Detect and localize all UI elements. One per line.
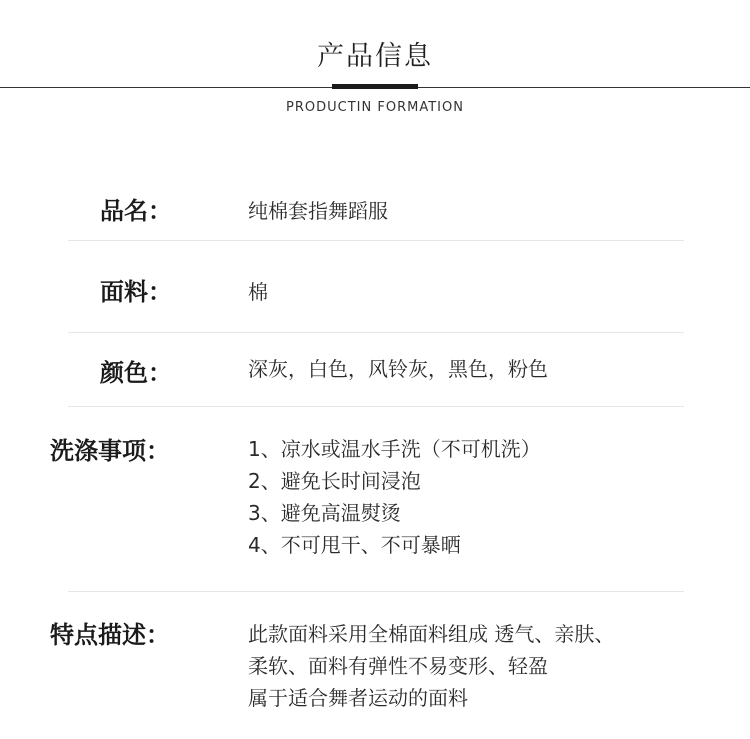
label-product-name: 品名： — [100, 197, 172, 225]
value-line: 纯棉套指舞蹈服 — [248, 199, 388, 223]
value-line: 3、避免高温熨烫 — [248, 501, 401, 525]
divider — [68, 332, 684, 333]
value-line: 此款面料采用全棉面料组成 透气、亲肤、 — [248, 622, 615, 646]
label-fabric: 面料： — [100, 278, 172, 306]
header-accent-bar — [332, 84, 418, 89]
header-subtitle: PRODUCTIN FORMATION — [286, 100, 464, 115]
value-features — [248, 618, 614, 714]
value-line: 1、凉水或温水手洗（不可机洗） — [248, 437, 541, 461]
divider — [68, 591, 684, 592]
value-washing — [248, 433, 541, 561]
divider — [68, 406, 684, 407]
value-line: 属于适合舞者运动的面料 — [248, 686, 468, 710]
value-line: 4、不可甩干、不可暴晒 — [248, 533, 461, 557]
label-color: 颜色： — [100, 359, 172, 387]
label-features: 特点描述： — [50, 621, 170, 649]
header-title: 产品信息 — [317, 41, 433, 72]
value-product-name — [248, 195, 388, 227]
value-line: 2、避免长时间浸泡 — [248, 469, 421, 493]
value-line: 深灰，白色，风铃灰，黑色，粉色 — [248, 357, 548, 381]
label-washing: 洗涤事项： — [50, 437, 170, 465]
value-line: 棉 — [248, 280, 268, 304]
value-fabric — [248, 276, 268, 308]
value-color — [248, 353, 548, 385]
value-line: 柔软、面料有弹性不易变形、轻盈 — [248, 654, 548, 678]
divider — [68, 240, 684, 241]
